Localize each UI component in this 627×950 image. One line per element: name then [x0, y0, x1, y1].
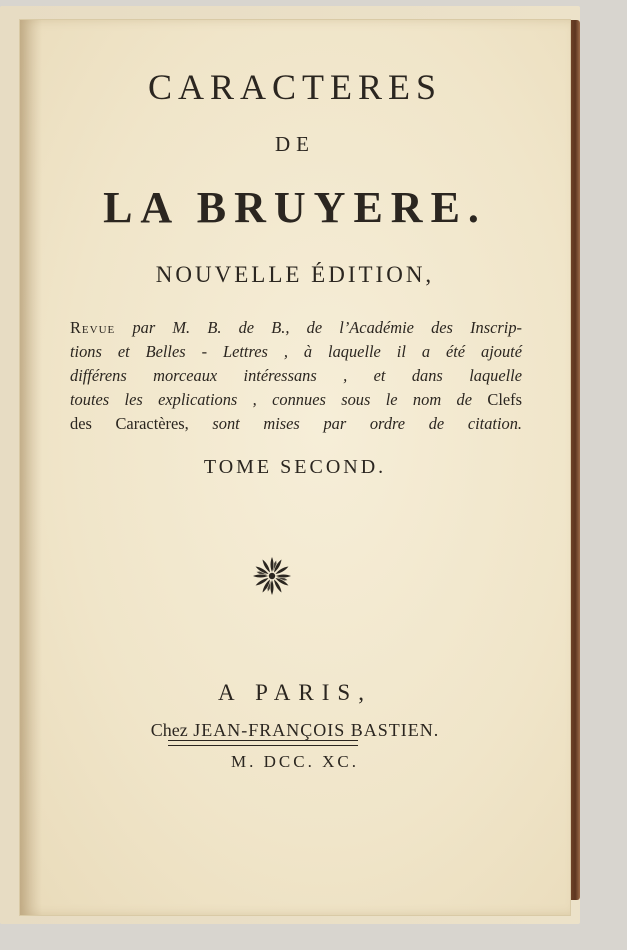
publisher-prefix: Chez — [150, 720, 188, 740]
description-line-2: tions et Belles - Lettres , à laquelle il a été ajouté — [70, 342, 522, 361]
imprint-rule-bottom — [168, 745, 358, 746]
title-line-la-bruyere: LA BRUYERE. — [103, 183, 487, 232]
description-line-1 — [70, 316, 522, 340]
description-line-1-rest: par M. B. de B., de l’Académie des Inscrip- — [132, 318, 522, 337]
description-lead-word: Revue — [70, 318, 116, 337]
title-page — [20, 20, 570, 915]
description-line-3: différens morceaux intéressans , et dans laquelle — [70, 366, 522, 385]
description-line-4 — [70, 388, 522, 412]
volume-statement: TOME SECOND. — [203, 456, 387, 478]
description-line-5-b: sont mises par ordre de citation. — [212, 414, 522, 433]
imprint-rule-top — [168, 740, 358, 741]
imprint-date: M. DCC. XC. — [231, 752, 359, 771]
imprint-publisher — [20, 720, 570, 741]
edition-statement: NOUVELLE ÉDITION, — [155, 262, 435, 287]
title-line-de: DE — [275, 132, 315, 156]
description-line-4-a: toutes les explications , connues sous le nom de — [70, 390, 473, 409]
imprint-city: A PARIS, — [218, 680, 372, 705]
publisher-name: JEAN-FRANÇOIS BASTIEN. — [193, 720, 440, 740]
description-line-4-b: Clefs — [487, 390, 522, 409]
edition-description — [70, 316, 522, 436]
description-line-5-a: des Caractères, — [70, 414, 189, 433]
title-line-caracteres: CARACTERES — [147, 67, 443, 107]
description-line-5 — [70, 412, 522, 436]
fleuron-icon — [250, 554, 294, 598]
